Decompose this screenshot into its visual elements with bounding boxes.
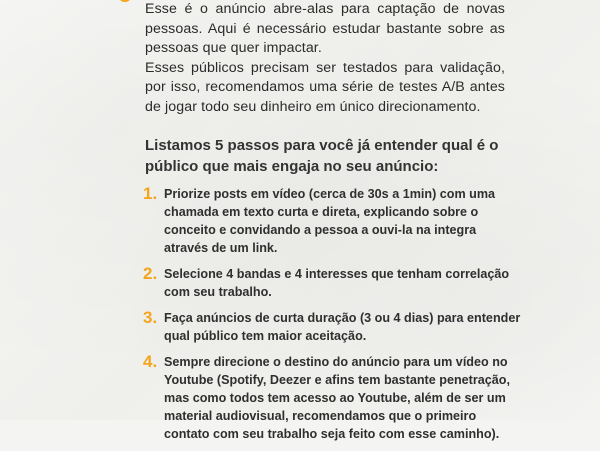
step-number: 3.	[143, 308, 158, 327]
step-item-4	[143, 353, 523, 443]
step-item-1	[143, 185, 523, 257]
step-text: Sempre direcione o destino do anúncio para um vídeo no Youtube (Spotify, Deezer e afins tem bastante penetração, mas como todos tem acesso ao Youtube, além de ser um material audiovisual, recomendamos que o primeiro contato com seu trabalho seja feito com esse caminho).	[164, 355, 510, 441]
step-text: Selecione 4 bandas e 4 interesses que tenham correlação com seu trabalho.	[164, 267, 510, 299]
intro-paragraph-2: Esses públicos precisam ser testados para validação, por isso, recomendamos uma série de testes A/B antes de jogar todo seu dinheiro em único direcionamento.	[145, 59, 505, 115]
step-number: 2.	[143, 264, 158, 283]
steps-lead-heading: Listamos 5 passos para você já entender qual é o público que mais engaja no seu anúncio:	[145, 137, 499, 175]
step-text: Priorize posts em vídeo (cerca de 30s a 1min) com uma chamada em texto curta e direta, explicando sobre o conceito e convidando a pessoa a ouvi-la na integra através de um link.	[164, 187, 496, 255]
intro-section	[145, 0, 505, 118]
step-text: Faça anúncios de curta duração (3 ou 4 dias) para entender qual público tem maior aceitação.	[164, 311, 521, 343]
accent-dot-decoration	[118, 0, 132, 2]
step-item-3	[143, 309, 523, 345]
intro-paragraph-1: Esse é o anúncio abre-alas para captação de novas pessoas. Aqui é necessário estudar bastante sobre as pessoas que quer impactar.	[145, 1, 505, 57]
step-item-2	[143, 265, 523, 301]
steps-list	[143, 185, 523, 451]
step-number: 4.	[143, 352, 158, 371]
step-number: 1.	[143, 184, 158, 203]
